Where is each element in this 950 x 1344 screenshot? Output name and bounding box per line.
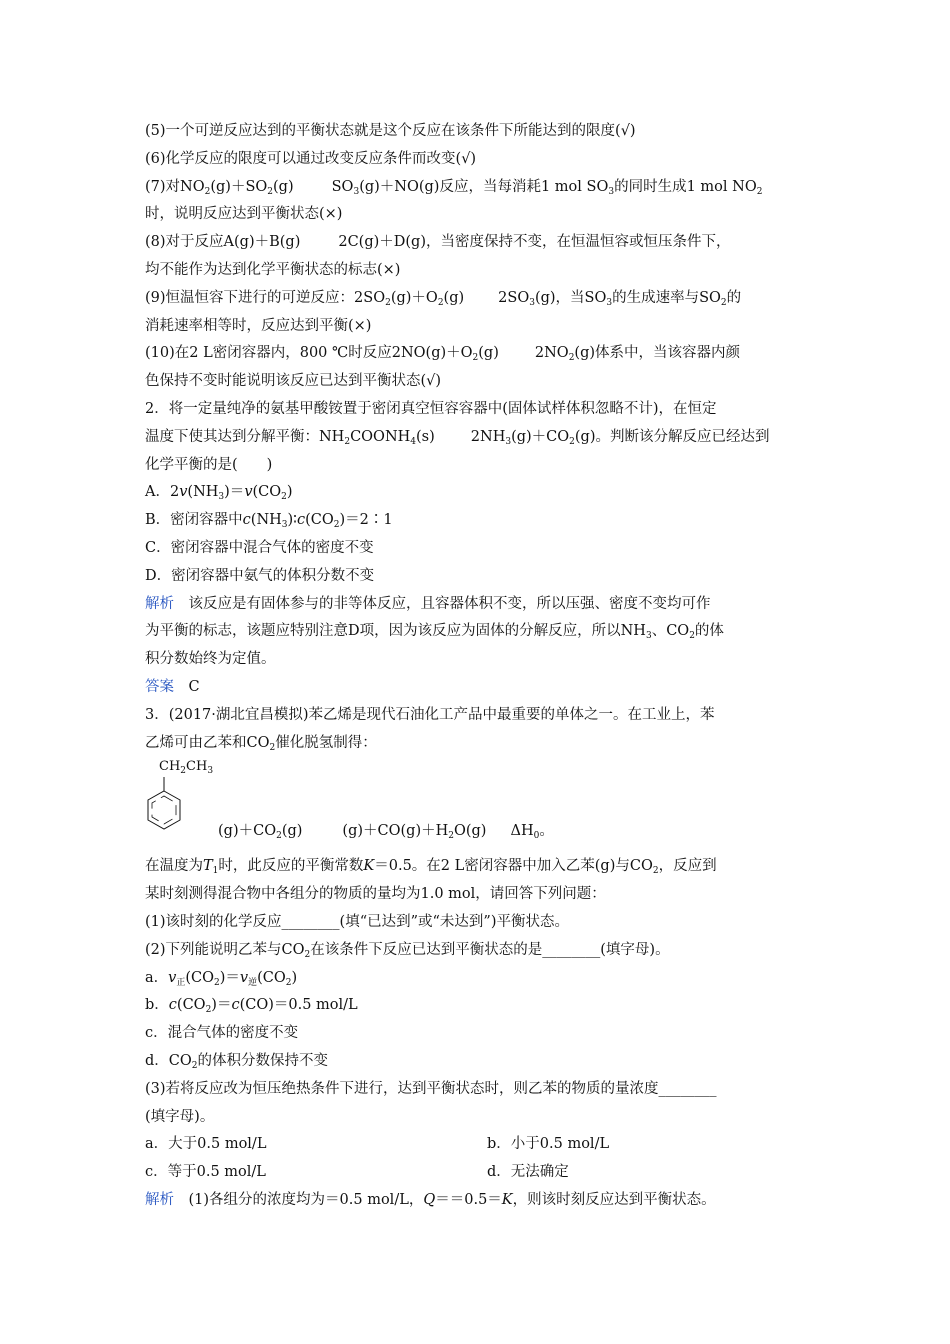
- option-a: a．大于0.5 mol/L: [145, 1136, 267, 1153]
- subscript: 2: [333, 520, 340, 531]
- subscript: 0: [533, 831, 540, 842]
- answer-label: 答案: [145, 678, 174, 695]
- subscript: 2: [689, 631, 695, 642]
- text: 的: [726, 289, 742, 306]
- part-2-option-a: [145, 965, 810, 993]
- condition-line1: [145, 853, 810, 881]
- text: 2SO: [498, 289, 530, 306]
- subscript: 2: [267, 186, 274, 197]
- text: CH: [186, 759, 208, 775]
- text: (CO: [176, 997, 206, 1014]
- text: )＝2∶1: [339, 512, 393, 529]
- option-d: [145, 563, 810, 591]
- item-7-line2: [145, 201, 810, 229]
- text: A．2: [145, 484, 180, 501]
- text: ): [291, 969, 298, 986]
- subscript: 2: [652, 866, 659, 877]
- text: (10)在2 L密闭容器内，800 ℃时反应2NO(g)＋O: [145, 345, 473, 362]
- option-d: d．无法确定: [487, 1164, 569, 1181]
- option-c: [145, 535, 810, 563]
- subscript: 2: [205, 1005, 212, 1016]
- text: ＝＝0.5＝: [435, 1191, 502, 1208]
- part-3-line1: [145, 1076, 810, 1104]
- text: 的生成速率与SO: [612, 289, 721, 306]
- subscript: 3: [608, 186, 615, 197]
- text: (g)。判断该分解反应已经达到: [574, 428, 770, 445]
- analysis-2-line1: [145, 1187, 810, 1215]
- text: 乙烯可由乙苯和CO: [145, 734, 270, 751]
- text: (g)＋O: [390, 289, 438, 306]
- text: 某时刻测得混合物中各组分的物质的量均为1.0 mol，请回答下列问题：: [145, 886, 606, 903]
- subscript: 3: [353, 186, 360, 197]
- text: D．密闭容器中氨气的体积分数不变: [145, 567, 375, 584]
- item-7-line1: [145, 174, 810, 202]
- subscript: 3: [529, 297, 535, 308]
- text: COONH: [350, 428, 411, 445]
- subscript: 2: [472, 353, 479, 364]
- text: )＝: [224, 484, 245, 501]
- text: (1)各组分的浓度均为＝0.5 mol/L，: [174, 1191, 424, 1208]
- text: 催化脱氢制得：: [275, 734, 377, 751]
- text: (NH: [250, 512, 282, 529]
- question-3-line1: [145, 702, 810, 730]
- subscript: 3: [606, 297, 613, 308]
- item-5: [145, 118, 810, 146]
- item-9-line1: [145, 285, 810, 313]
- subscript: 3: [281, 520, 288, 531]
- question-3-line2: [145, 730, 810, 758]
- subscript: 正: [176, 977, 186, 988]
- text: 积分数始终为定值。: [145, 651, 276, 668]
- benzene-ring-icon: [145, 777, 205, 853]
- subscript: 2: [756, 186, 763, 197]
- text: 时，说明反应达到平衡状态(×): [145, 206, 343, 223]
- subscript: 2: [304, 949, 311, 960]
- subscript: 2: [569, 436, 575, 447]
- text: 温度下使其达到分解平衡：NH: [145, 428, 345, 445]
- subscript: 4: [410, 436, 417, 447]
- text: O(g): [453, 823, 487, 840]
- text: (CO)＝0.5 mol/L: [239, 997, 358, 1014]
- subscript: 2: [276, 831, 282, 842]
- italic-var: T: [203, 858, 213, 875]
- text: (g): [273, 178, 294, 195]
- text: (s): [416, 428, 435, 445]
- text: 时，此反应的平衡常数: [218, 858, 364, 875]
- text: (CO: [185, 969, 215, 986]
- text: (填字母)。: [145, 1108, 215, 1125]
- item-10-line2: [145, 368, 810, 396]
- text: (g)，当SO: [534, 289, 607, 306]
- item-8-line1: [145, 229, 810, 257]
- subscript: 2: [568, 353, 575, 364]
- part-2-option-b: [145, 992, 810, 1020]
- text: (CO: [305, 512, 334, 529]
- text: (g)＋CO: [218, 823, 277, 840]
- text: 的体积分数保持不变: [197, 1052, 328, 1069]
- text: (2)下列能说明乙苯与CO: [145, 941, 305, 958]
- text: 、CO: [651, 623, 690, 640]
- part-1: [145, 909, 810, 937]
- text: )∶: [287, 512, 297, 529]
- analysis-line1: [145, 591, 810, 619]
- part-3-options-row2: [145, 1159, 810, 1187]
- text: 。: [539, 823, 554, 840]
- subscript: 2: [269, 742, 276, 753]
- text: c．混合气体的密度不变: [145, 1025, 299, 1042]
- text: )＝: [211, 997, 232, 1014]
- italic-var: c: [296, 512, 306, 529]
- text: (g): [281, 823, 303, 840]
- question-2-line1: [145, 396, 810, 424]
- subscript: 3: [207, 766, 214, 777]
- subscript: 3: [645, 631, 652, 642]
- item-10-line1: [145, 340, 810, 368]
- text: (1)该时刻的化学反应________(填“已达到”或“未达到”)平衡状态。: [145, 913, 570, 930]
- part-3-line2: [145, 1104, 810, 1132]
- italic-var: K: [501, 1191, 513, 1208]
- subscript: 2: [191, 1060, 198, 1071]
- part-3-options-row1: [145, 1131, 810, 1159]
- italic-var: Q: [423, 1191, 436, 1208]
- question-2-line3: [145, 452, 810, 480]
- text: ＝0.5。在2 L密闭容器中加入乙苯(g)与CO: [374, 858, 653, 875]
- option-b: [145, 507, 810, 535]
- subscript: 2: [204, 186, 211, 197]
- text: ): [286, 484, 293, 501]
- item-5-text: (5)一个可逆反应达到的平衡状态就是这个反应在该条件下所能达到的限度(√): [145, 123, 636, 139]
- text: (g)＋CO: [511, 428, 570, 445]
- text: (3)若将反应改为恒压绝热条件下进行，达到平衡状态时，则乙苯的物质的量浓度________: [145, 1080, 717, 1097]
- subscript: 2: [344, 436, 351, 447]
- italic-var: c: [242, 512, 251, 529]
- text: 在该条件下反应已达到平衡状态的是________(填字母)。: [310, 941, 670, 958]
- subscript: 2: [437, 297, 444, 308]
- option-a: [145, 479, 810, 507]
- italic-var: c: [231, 997, 240, 1014]
- subscript: 2: [180, 766, 187, 777]
- text: (g): [478, 345, 499, 362]
- ethylbenzene-structure: [145, 757, 810, 853]
- italic-var: v: [239, 969, 249, 986]
- subscript: 2: [214, 977, 220, 988]
- text: ，则该时刻反应达到平衡状态。: [512, 1191, 716, 1208]
- analysis-label: 解析: [145, 595, 174, 612]
- text: 均不能作为达到化学平衡状态的标志(×): [145, 261, 401, 278]
- ethyl-group-label: [159, 759, 214, 777]
- text: (g)＋NO(g)反应，当每消耗1 mol SO: [359, 178, 609, 195]
- condition-line2: [145, 881, 810, 909]
- subscript: 2: [281, 492, 287, 503]
- text: 2C(g)＋D(g)，当密度保持不变，在恒温恒容或恒压条件下，: [338, 234, 731, 251]
- text: (9)恒温恒容下进行的可逆反应：2SO: [145, 289, 386, 306]
- text: d．CO: [145, 1052, 192, 1069]
- italic-var: c: [168, 997, 177, 1014]
- document-page: [145, 118, 810, 1215]
- text: (7)对NO: [145, 178, 205, 195]
- italic-var: K: [363, 858, 375, 875]
- text: (g)＋CO(g)＋H: [342, 823, 449, 840]
- text: 的体: [694, 623, 724, 640]
- option-c: c．等于0.5 mol/L: [145, 1164, 266, 1181]
- subscript: 1: [212, 866, 219, 877]
- part-2: [145, 937, 810, 965]
- text: 的同时生成1 mol NO: [614, 178, 757, 195]
- analysis-label: 解析: [145, 1191, 174, 1208]
- subscript: 逆: [248, 977, 258, 988]
- subscript: 2: [285, 977, 292, 988]
- analysis-line2: [145, 618, 810, 646]
- answer-line: [145, 674, 810, 702]
- text: 2NO: [534, 345, 569, 362]
- text: (8)对于反应A(g)＋B(g): [145, 234, 301, 251]
- answer-value: C: [174, 678, 200, 695]
- option-b: b．小于0.5 mol/L: [487, 1136, 610, 1153]
- item-6-text: (6)化学反应的限度可以通过改变反应条件而改变(√): [145, 150, 477, 167]
- text: B．密闭容器中: [145, 512, 243, 529]
- italic-var: v: [179, 484, 188, 501]
- subscript: 3: [505, 436, 512, 447]
- subscript: 2: [720, 297, 727, 308]
- part-2-option-d: [145, 1048, 810, 1076]
- text: (g)体系中，当该容器内颜: [574, 345, 741, 362]
- item-9-line2: [145, 313, 810, 341]
- text: 该反应是有固体参与的非等体反应，且容器体积不变，所以压强、密度不变均可作: [174, 595, 711, 612]
- text: ΔH: [510, 823, 534, 840]
- subscript: 2: [385, 297, 391, 308]
- text: 消耗速率相等时，反应达到平衡(×): [145, 317, 372, 334]
- part-2-option-c: [145, 1020, 810, 1048]
- question-2-line2: [145, 424, 810, 452]
- text: )＝: [219, 969, 240, 986]
- text: (g): [443, 289, 465, 306]
- text: CH: [159, 759, 181, 775]
- text: b．: [145, 997, 169, 1014]
- analysis-line3: [145, 646, 810, 674]
- subscript: 3: [218, 492, 225, 503]
- text: ，反应到: [658, 858, 717, 875]
- italic-var: v: [244, 484, 253, 501]
- text: C．密闭容器中混合气体的密度不变: [145, 539, 374, 556]
- item-8-line2: [145, 257, 810, 285]
- text: SO: [331, 178, 354, 195]
- text: (NH: [187, 484, 219, 501]
- text: (g)＋SO: [210, 178, 268, 195]
- reaction-equation: [218, 819, 554, 840]
- text: (CO: [257, 969, 286, 986]
- text: a．: [145, 969, 169, 986]
- item-6: [145, 146, 810, 174]
- text: 为平衡的标志，该题应特别注意D项，因为该反应为固体的分解反应，所以NH: [145, 623, 646, 640]
- text: 色保持不变时能说明该反应已达到平衡状态(√): [145, 373, 442, 390]
- text: 2NH: [470, 428, 506, 445]
- text: 在温度为: [145, 858, 203, 875]
- text: 化学平衡的是( ): [145, 456, 273, 473]
- italic-var: v: [168, 969, 177, 986]
- subscript: 2: [448, 831, 454, 842]
- text: 2．将一定量纯净的氨基甲酸铵置于密闭真空恒容容器中(固体试样体积忽略不计)，在恒定: [145, 400, 717, 417]
- text: 3．(2017·湖北宜昌模拟)苯乙烯是现代石油化工产品中最重要的单体之一。在工业上，苯: [145, 706, 715, 723]
- text: (CO: [252, 484, 282, 501]
